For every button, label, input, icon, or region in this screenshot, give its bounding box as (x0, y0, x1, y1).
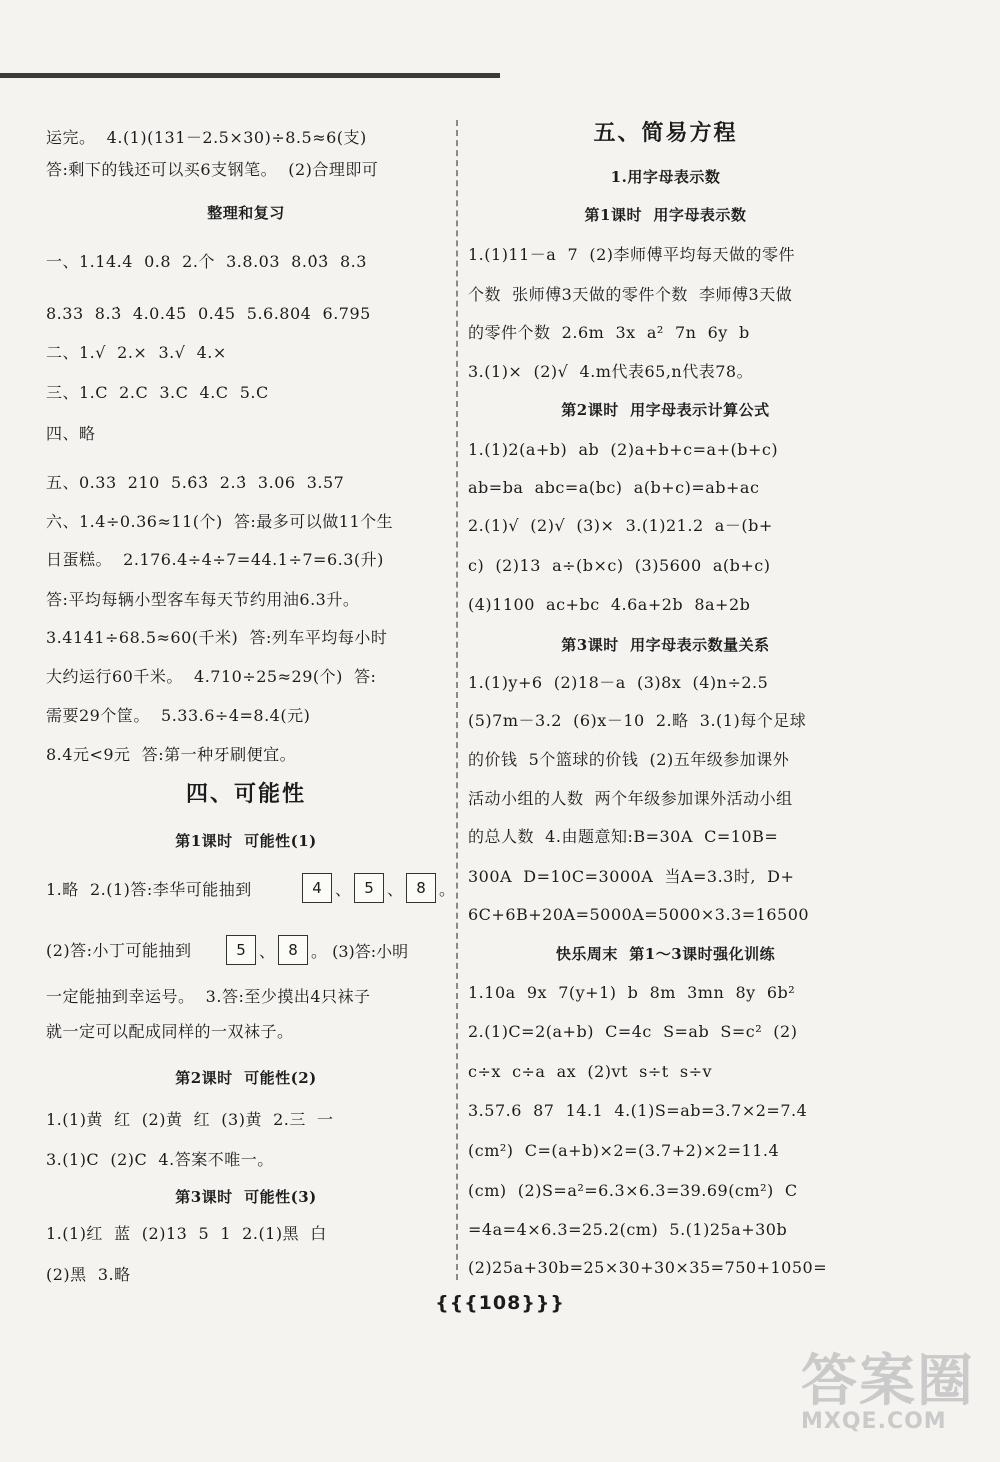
answer-line: c) (2)13 a÷(b×c) (3)5600 a(b+c) (468, 556, 771, 575)
answer-line: 8.4元<9元 答:第一种牙刷便宜。 (46, 745, 297, 764)
number-card: 5 (226, 935, 256, 965)
answer-line: 的总人数 4.由题意知:B=30A C=10B= (468, 827, 779, 846)
lesson-heading: 第1课时 用字母表示数 (584, 206, 747, 224)
lesson-heading: 第3课时 可能性(3) (175, 1188, 317, 1206)
answer-line: 答:平均每辆小型客车每天节约用油6.3升。 (46, 590, 360, 609)
answer-line: (2)25a+30b=25×30+30×35=750+1050= (468, 1258, 828, 1277)
answer-line: 3.57.6 87 14.1 4.(1)S=ab=3.7×2=7.4 (468, 1101, 808, 1120)
answer-line: 答:剩下的钱还可以买6支钢笔。 (2)合理即可 (46, 160, 379, 179)
top-rule (0, 73, 500, 78)
number-card: 5 (354, 873, 384, 903)
lesson-heading: 第2课时 用字母表示计算公式 (561, 401, 770, 419)
answer-line: =4a=4×6.3=25.2(cm) 5.(1)25a+30b (468, 1220, 788, 1239)
number-card: 8 (406, 873, 436, 903)
answer-line: ab=ba abc=a(bc) a(b+c)=ab+ac (468, 478, 760, 497)
answer-line: (5)7m－3.2 (6)x－10 2.略 3.(1)每个足球 (468, 711, 807, 730)
answer-line: 就一定可以配成同样的一双袜子。 (46, 1022, 294, 1041)
answer-line: 6C+6B+20A=5000A=5000×3.3=16500 (468, 905, 810, 924)
lesson-heading: 第1课时 可能性(1) (175, 832, 317, 850)
answer-line: 的价钱 5个篮球的价钱 (2)五年级参加课外 (468, 750, 790, 769)
number-card: 8 (278, 935, 308, 965)
answer-line: 3.(1)C (2)C 4.答案不唯一。 (46, 1150, 274, 1169)
answer-line: 运完。 4.(1)(131－2.5×30)÷8.5≈6(支) (46, 128, 367, 147)
section-heading-possibility: 四、可能性 (185, 781, 306, 807)
answer-line: 2.(1)√ (2)√ (3)× 3.(1)21.2 a－(b+ (468, 516, 773, 535)
answer-line: 大约运行60千米。 4.710÷25≈29(个) 答: (46, 667, 377, 686)
unit-heading: 1.用字母表示数 (610, 168, 721, 186)
answer-line: 1.10a 9x 7(y+1) b 8m 3mn 8y 6b² (468, 983, 796, 1002)
answer-line: 2.(1)C=2(a+b) C=4c S=ab S=c² (2) (468, 1022, 798, 1041)
number-card: 4 (302, 873, 332, 903)
answer-line: 1.(1)11－a 7 (2)李师傅平均每天做的零件 (468, 245, 796, 264)
answer-line: 三、1.C 2.C 3.C 4.C 5.C (46, 383, 269, 402)
page-number: {{{108}}} (435, 1292, 565, 1314)
answer-line: 1.(1)y+6 (2)18－a (3)8x (4)n÷2.5 (468, 673, 769, 692)
answer-line: 活动小组的人数 两个年级参加课外活动小组 (468, 789, 793, 808)
page-number-value: 108 (478, 1292, 522, 1314)
answer-line: c÷x c÷a ax (2)vt s÷t s÷v (468, 1062, 713, 1081)
answer-line: 五、0.33 210 5.6̇3̇ 2.3̇ 3.06 3.57 (46, 473, 345, 492)
answer-line: 个数 张师傅3天做的零件个数 李师傅3天做 (468, 285, 793, 304)
answer-line: 一定能抽到幸运号。 3.答:至少摸出4只袜子 (46, 987, 371, 1006)
answer-line: 1.(1)黄 红 (2)黄 红 (3)黄 2.三 一 (46, 1110, 334, 1129)
watermark-url: MXQE.COM (801, 1409, 947, 1434)
answer-line: 日蛋糕。 2.176.4÷4÷7=44.1÷7=6.3(升) (46, 550, 384, 569)
answer-line: 一、1.14.4 0.8 2.个 3.8.03 8.0̇3̇ 8.3 (46, 252, 367, 271)
card-group: 5 、 8 。 (3)答:小明 (226, 935, 411, 965)
answer-line: 二、1.√ 2.× 3.√ 4.× (46, 343, 227, 362)
lesson-heading: 第3课时 用字母表示数量关系 (561, 636, 770, 654)
answer-line: (4)1100 ac+bc 4.6a+2b 8a+2b (468, 595, 751, 614)
answer-line: 需要29个筐。 5.33.6÷4=8.4(元) (46, 706, 311, 725)
answer-line: 300A D=10C=3000A 当A=3.3时, D+ (468, 867, 795, 886)
weekend-heading: 快乐周末 第1～3课时强化训练 (555, 945, 776, 963)
watermark-logo (791, 1337, 976, 1442)
answer-line: (cm²) C=(a+b)×2=(3.7+2)×2=11.4 (468, 1141, 780, 1160)
answer-line: 3.4141÷68.5≈60(千米) 答:列车平均每小时 (46, 628, 388, 647)
answer-line: (2)答:小丁可能抽到 (46, 941, 192, 960)
answer-line: (2)黑 3.略 (46, 1265, 131, 1284)
answer-line: 3.(1)× (2)√ 4.m代表65,n代表78。 (468, 362, 754, 381)
heading-review: 整理和复习 (207, 204, 285, 222)
answer-line: 1.(1)红 蓝 (2)13 5 1 2.(1)黑 白 (46, 1224, 327, 1243)
section-heading-equation: 五、简易方程 (593, 120, 738, 146)
answer-line: 六、1.4÷0.36≈11(个) 答:最多可以做11个生 (46, 512, 394, 531)
watermark-logo-text: 答案圈 (801, 1349, 975, 1414)
card-group: 4 、 5 、 8 。 (302, 873, 458, 903)
answer-line: 8.33 8.3̇ 4.0.4̇5̇ 0.45 5.6.804 6.795 (46, 304, 371, 323)
column-divider (456, 120, 458, 1280)
answer-text: 。 (3)答:小明 (311, 941, 409, 961)
answer-line: 的零件个数 2.6m 3x a² 7n 6y b (468, 323, 750, 342)
answer-line: 1.略 2.(1)答:李华可能抽到 (46, 880, 252, 899)
answer-text: 。 (439, 879, 456, 899)
answer-line: 1.(1)2(a+b) ab (2)a+b+c=a+(b+c) (468, 440, 779, 459)
lesson-heading: 第2课时 可能性(2) (175, 1069, 317, 1087)
answer-line: (cm) (2)S=a²=6.3×6.3=39.69(cm²) C (468, 1181, 798, 1200)
answer-line: 四、略 (46, 424, 96, 443)
